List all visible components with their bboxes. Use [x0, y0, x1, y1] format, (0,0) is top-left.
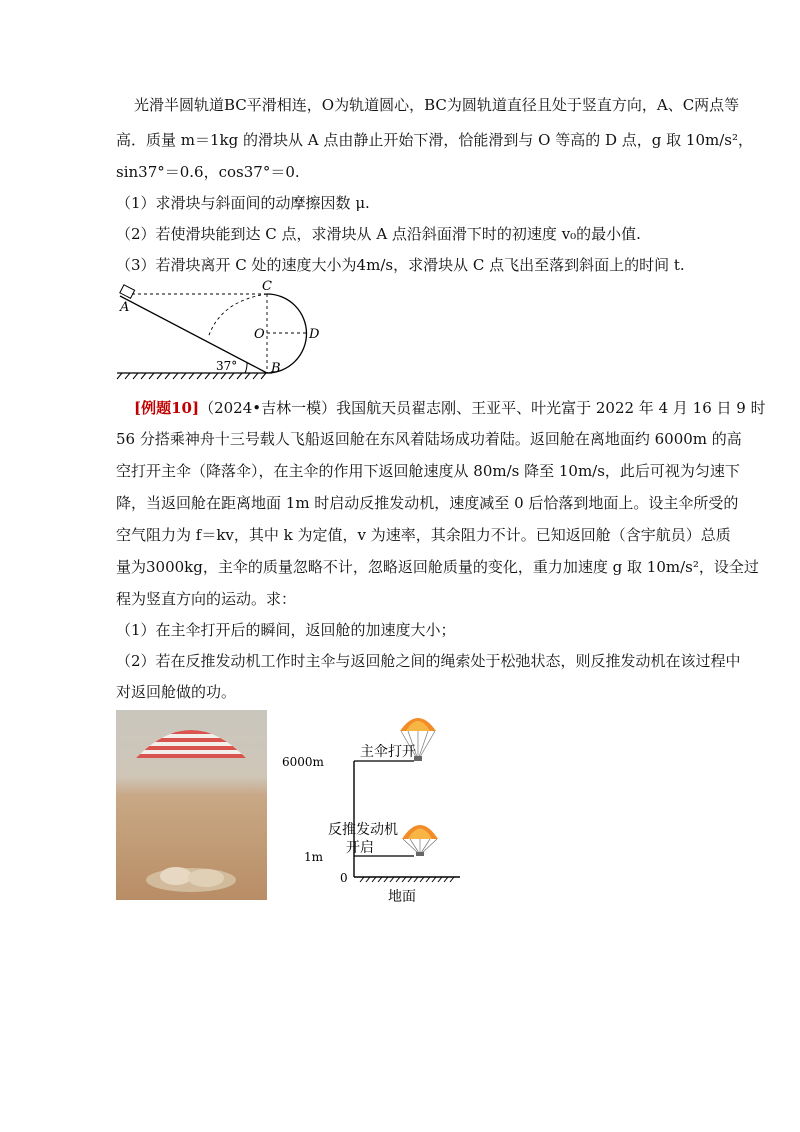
example-label: [例题10]	[134, 399, 200, 417]
problem10-line-1-text: （2024•吉林一模）我国航天员翟志刚、王亚平、叶光富于 2022 年 4 月 16 日 9 时	[199, 399, 766, 417]
height-1m-label: 1m	[304, 850, 324, 864]
height-6000m-label: 6000m	[282, 755, 324, 769]
problem9-line-3: sin37°＝0.6，cos37°＝0.	[116, 163, 300, 181]
point-c-label: C	[262, 279, 272, 294]
altitude-diagram	[280, 705, 480, 905]
problem10-line-2: 56 分搭乘神舟十三号载人飞船返回舱在东风着陆场成功着陆。返回舱在离地面约 6000m 的高	[116, 430, 742, 448]
problem9-line-2: 高．质量 m＝1kg 的滑块从 A 点由静止开始下滑，恰能滑到与 O 等高的 D 点，g 取 10m/s²，	[116, 131, 753, 149]
height-zero-label: 0	[340, 871, 348, 885]
problem10-line-7: 程为竖直方向的运动。求：	[116, 590, 297, 608]
parachute-mid-icon	[402, 825, 438, 856]
retro-engine-start-label: 开启	[346, 840, 374, 856]
point-o-label: O	[254, 327, 265, 342]
problem9-line-1: 光滑半圆轨道BC平滑相连，O为轨道圆心，BC为圆轨道直径且处于竖直方向，A、C两点等	[134, 96, 740, 114]
problem9-question-1: （1）求滑块与斜面间的动摩擦因数 μ.	[116, 194, 370, 212]
ground-label: 地面	[388, 889, 416, 905]
point-b-label: B	[271, 361, 281, 376]
main-chute-open-label: 主伞打开	[360, 744, 416, 760]
problem10-line-8: 对返回舱做的功。	[116, 683, 237, 701]
retro-engine-label: 反推发动机	[328, 822, 398, 838]
point-d-label: D	[309, 327, 320, 342]
problem10-line-4: 降，当返回舱在距离地面 1m 时启动反推发动机，速度减至 0 后恰落到地面上。设主伞所受的	[116, 494, 739, 512]
problem10-line-3: 空打开主伞（降落伞），在主伞的作用下返回舱速度从 80m/s 降至 10m/s，此后可视为匀速下	[116, 462, 740, 480]
angle-label: 37°	[216, 359, 238, 373]
point-a-label: A	[120, 300, 130, 315]
problem10-line-6: 量为3000kg，主伞的质量忽略不计，忽略返回舱质量的变化，重力加速度 g 取 10m/s²，设全过	[116, 558, 759, 576]
problem9-question-2: （2）若使滑块能到达 C 点，求滑块从 A 点沿斜面滑下时的初速度 v₀的最小值.	[116, 225, 641, 243]
problem10-line-5: 空气阻力为 f＝kv，其中 k 为定值，v 为速率，其余阻力不计。已知返回舱（含宇航员）总质	[116, 526, 731, 544]
problem10-question-2: （2）若在反推发动机工作时主伞与返回舱之间的绳索处于松弛状态，则反推发动机在该过程中	[116, 652, 741, 670]
incline-semicircle-figure	[112, 276, 342, 384]
parachute-photo-drawing	[116, 710, 267, 900]
problem10-line-1	[134, 398, 800, 418]
landing-photo	[116, 710, 267, 900]
problem10-question-1: （1）在主伞打开后的瞬间，返回舱的加速度大小；	[116, 621, 456, 639]
problem9-question-3: （3）若滑块离开 C 处的速度大小为4m/s，求滑块从 C 点飞出至落到斜面上的时间 t.	[116, 256, 685, 274]
